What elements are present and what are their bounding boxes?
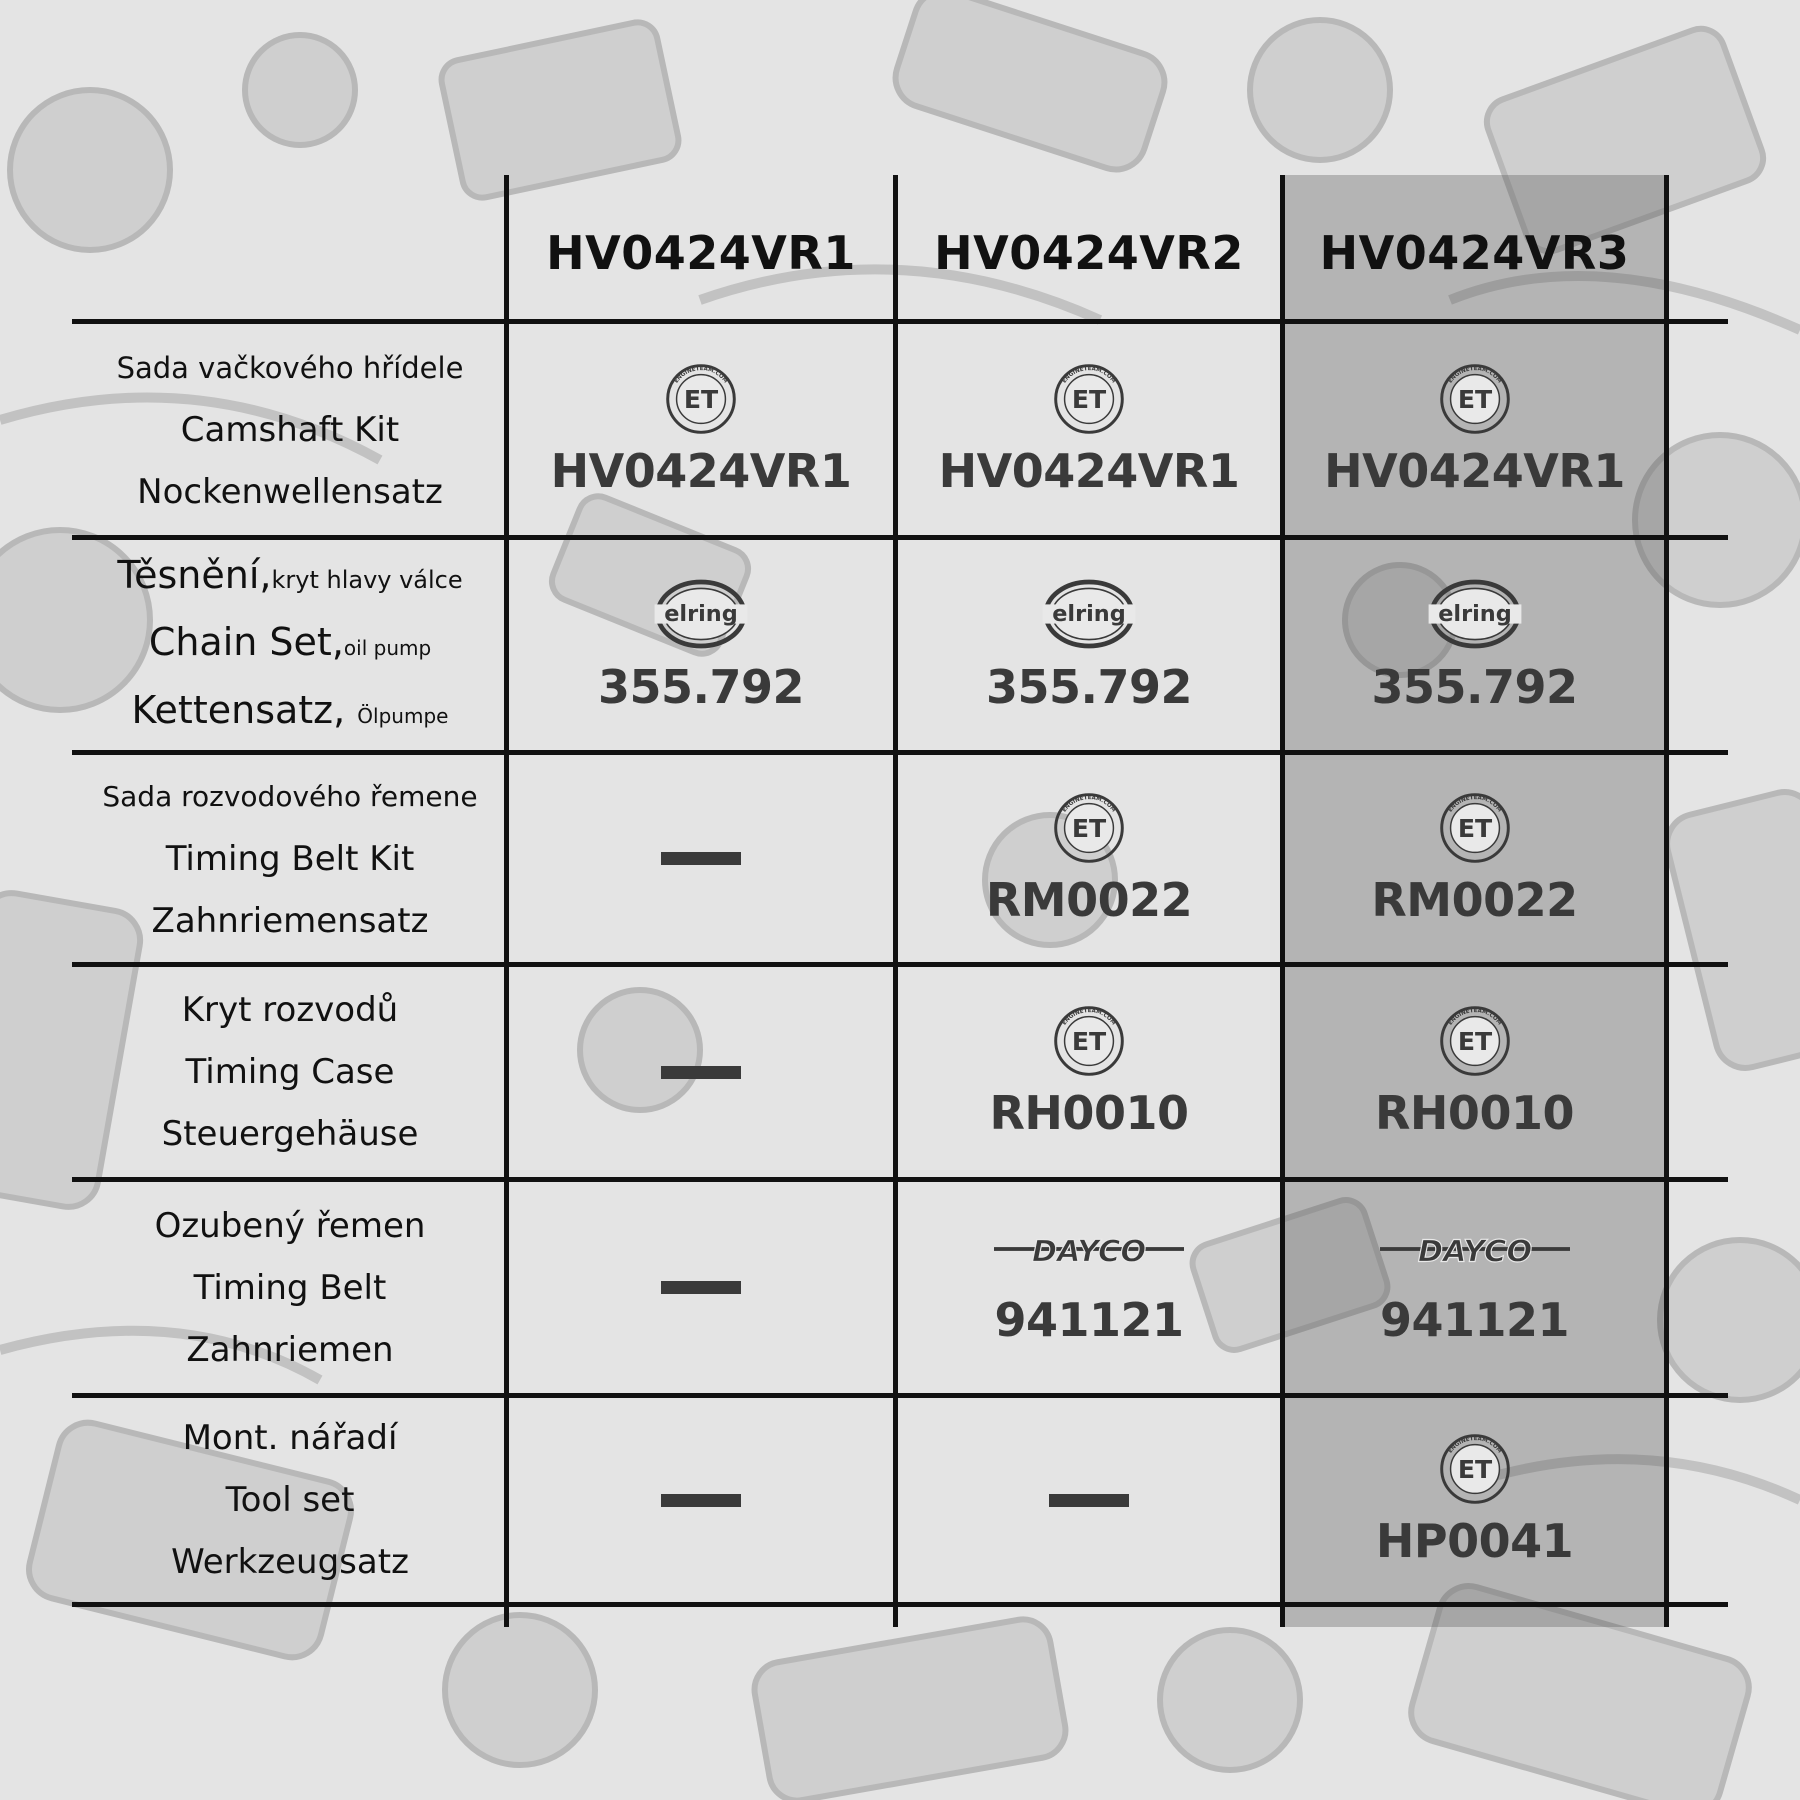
label-line-de: Steuergehäuse (161, 1114, 419, 1154)
logo-mark-text: ET (683, 384, 719, 414)
part-number: 355.792 (1371, 660, 1578, 714)
column-header-2: HV0424VR2 (934, 226, 1244, 280)
label-line-de: Zahnriemen (186, 1329, 394, 1370)
logo-ring-text: ENGINETEAM.COM (1447, 365, 1502, 384)
label-main: Těsnění, (117, 552, 272, 597)
row-label-camshaft-kit (74, 324, 506, 535)
not-included-dash (661, 1066, 741, 1079)
label-line-cz: Sada vačkového hřídele (116, 350, 464, 385)
table-cell (1285, 1182, 1664, 1393)
not-included-dash (661, 1494, 741, 1507)
engineteam-logo-icon (1438, 1004, 1512, 1078)
logo-ring-text: ENGINETEAM.COM (1447, 1008, 1502, 1027)
logo-ring-text: ENGINETEAM.COM (1061, 365, 1117, 384)
logo-mark-text: ET (1071, 813, 1107, 843)
engineteam-logo-icon (664, 362, 738, 436)
part-number: 941121 (994, 1292, 1184, 1347)
logo-mark-text: ET (1457, 1026, 1492, 1056)
not-included-dash (661, 1281, 741, 1294)
label-line-de: Zahnriemensatz (151, 900, 429, 941)
label-line-de (132, 679, 449, 747)
row-divider (72, 1602, 1728, 1607)
label-line-en (149, 611, 431, 679)
part-number: 355.792 (985, 660, 1192, 714)
logo-ring-text: ENGINETEAM.COM (1447, 1436, 1502, 1455)
table-cell (509, 1398, 893, 1602)
part-number: RM0022 (1371, 872, 1578, 927)
table-cell (509, 324, 893, 535)
part-number: 355.792 (597, 660, 804, 714)
logo-ring-text: ENGINETEAM.COM (1061, 794, 1117, 813)
table-cell (509, 967, 893, 1177)
elring-logo-icon (1041, 576, 1137, 652)
engineteam-logo-icon (1438, 1432, 1512, 1506)
row-label-chain-set (74, 540, 506, 750)
part-number: HV0424VR1 (1324, 443, 1625, 498)
logo-mark-text: ET (1071, 1026, 1107, 1056)
part-number: HV0424VR1 (938, 443, 1240, 498)
label-sub: kryt hlavy válce (271, 565, 463, 594)
label-line-cz (117, 544, 462, 611)
engineteam-logo-icon (1052, 791, 1126, 865)
label-sub: oil pump (343, 635, 432, 660)
label-line-en: Camshaft Kit (180, 409, 400, 450)
dayco-logo-icon (1380, 1229, 1570, 1269)
table-cell (898, 1398, 1280, 1602)
table-cell (898, 324, 1280, 535)
part-number: 941121 (1379, 1292, 1570, 1347)
part-number: RH0010 (989, 1086, 1189, 1140)
table-cell (898, 540, 1280, 750)
table-cell (898, 755, 1280, 962)
logo-ring-text: ENGINETEAM.COM (1447, 794, 1502, 813)
column-header-1: HV0424VR1 (546, 226, 856, 280)
row-label-timing-belt-kit (74, 755, 506, 962)
label-main: Chain Set, (148, 619, 344, 664)
logo-mark-text: ET (1457, 1454, 1492, 1484)
not-included-dash (1049, 1494, 1129, 1507)
engineteam-logo-icon (1438, 362, 1512, 436)
label-line-en: Tool set (225, 1480, 355, 1520)
logo-mark-text: DAYCO (1417, 1233, 1532, 1269)
not-included-dash (661, 852, 741, 865)
table-cell (898, 1182, 1280, 1393)
label-line-cz: Ozubený řemen (154, 1205, 426, 1246)
part-number: RM0022 (985, 872, 1193, 927)
table-cell (509, 755, 893, 962)
logo-ring-text: ENGINETEAM.COM (673, 365, 729, 384)
label-line-en: Timing Belt (193, 1267, 387, 1308)
logo-mark-text: ET (1457, 384, 1492, 414)
row-label-timing-belt (74, 1182, 506, 1393)
label-line-en: Timing Case (185, 1052, 395, 1092)
elring-logo-icon (1427, 576, 1523, 652)
label-line-de: Nockenwellensatz (137, 471, 443, 512)
dayco-logo-icon (994, 1229, 1184, 1269)
row-label-tool-set (74, 1398, 506, 1602)
part-number: RH0010 (1375, 1086, 1574, 1140)
part-number: HV0424VR1 (550, 443, 852, 498)
engineteam-logo-icon (1052, 362, 1126, 436)
table-cell (1285, 540, 1664, 750)
part-number: HP0041 (1375, 1514, 1574, 1568)
label-line-de: Werkzeugsatz (171, 1542, 409, 1582)
column-header-3: HV0424VR3 (1319, 226, 1630, 280)
label-line-cz: Kryt rozvodů (181, 990, 399, 1030)
label-line-cz: Mont. nářadí (182, 1418, 398, 1458)
table-cell (509, 540, 893, 750)
logo-mark-text: ET (1457, 813, 1492, 843)
label-sub: Ölpumpe (357, 703, 449, 728)
label-main: Kettensatz, (131, 687, 358, 732)
logo-mark-text: elring (1052, 601, 1126, 628)
column-divider (1664, 175, 1669, 1627)
engineteam-logo-icon (1052, 1004, 1126, 1078)
logo-mark-text: elring (664, 601, 738, 628)
engineteam-logo-icon (1438, 791, 1512, 865)
logo-ring-text: ENGINETEAM.COM (1061, 1008, 1117, 1027)
logo-mark-text: ET (1071, 384, 1107, 414)
logo-mark-text: elring (1437, 601, 1512, 628)
table-cell (1285, 324, 1664, 535)
label-line-en: Timing Belt Kit (165, 838, 415, 879)
label-line-cz: Sada rozvodového řemene (102, 779, 478, 813)
table-cell (1285, 1398, 1664, 1602)
logo-mark-text: DAYCO (1031, 1233, 1147, 1269)
table-cell (1285, 755, 1664, 962)
elring-logo-icon (653, 576, 749, 652)
row-label-timing-case (74, 967, 506, 1177)
table-cell (509, 1182, 893, 1393)
table-cell (898, 967, 1280, 1177)
table-cell (1285, 967, 1664, 1177)
